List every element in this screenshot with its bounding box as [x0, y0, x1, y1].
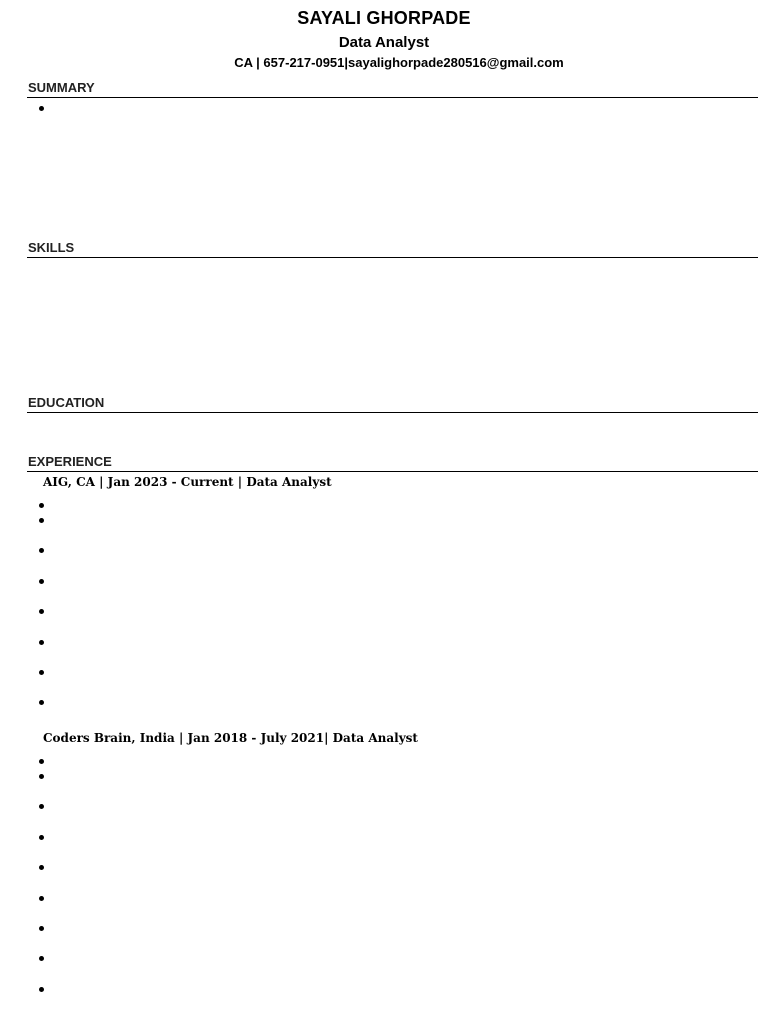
experience-heading: EXPERIENCE	[28, 454, 112, 469]
candidate-role: Data Analyst	[338, 34, 430, 51]
contact-line: CA | 657-217-0951|sayalighorpade280516@gmail.com	[234, 55, 564, 70]
education-heading: EDUCATION	[28, 395, 105, 410]
job-bullet	[39, 640, 44, 645]
job-bullet	[39, 548, 44, 553]
job-bullet	[39, 956, 44, 961]
job-bullet	[39, 835, 44, 840]
summary-divider	[27, 97, 758, 98]
candidate-name: SAYALI GHORPADE	[297, 8, 471, 28]
education-divider	[27, 412, 758, 413]
job-bullet	[39, 518, 44, 523]
job-bullet	[39, 759, 44, 764]
job-bullet	[39, 774, 44, 779]
job-bullet	[39, 670, 44, 675]
skills-heading: SKILLS	[28, 240, 75, 255]
job-bullet	[39, 865, 44, 870]
job-bullet	[39, 804, 44, 809]
job-bullet	[39, 926, 44, 931]
job-title: Coders Brain, India | Jan 2018 - July 2021| Data Analyst	[43, 731, 418, 745]
job-bullet	[39, 700, 44, 705]
job-bullet	[39, 609, 44, 614]
job-bullet	[39, 987, 44, 992]
job-bullet	[39, 896, 44, 901]
experience-divider	[27, 471, 758, 472]
skills-divider	[27, 257, 758, 258]
job-title: AIG, CA | Jan 2023 - Current | Data Analyst	[43, 475, 332, 489]
summary-heading: SUMMARY	[28, 80, 95, 95]
job-bullet	[39, 503, 44, 508]
summary-bullet	[39, 106, 44, 111]
job-bullet	[39, 579, 44, 584]
